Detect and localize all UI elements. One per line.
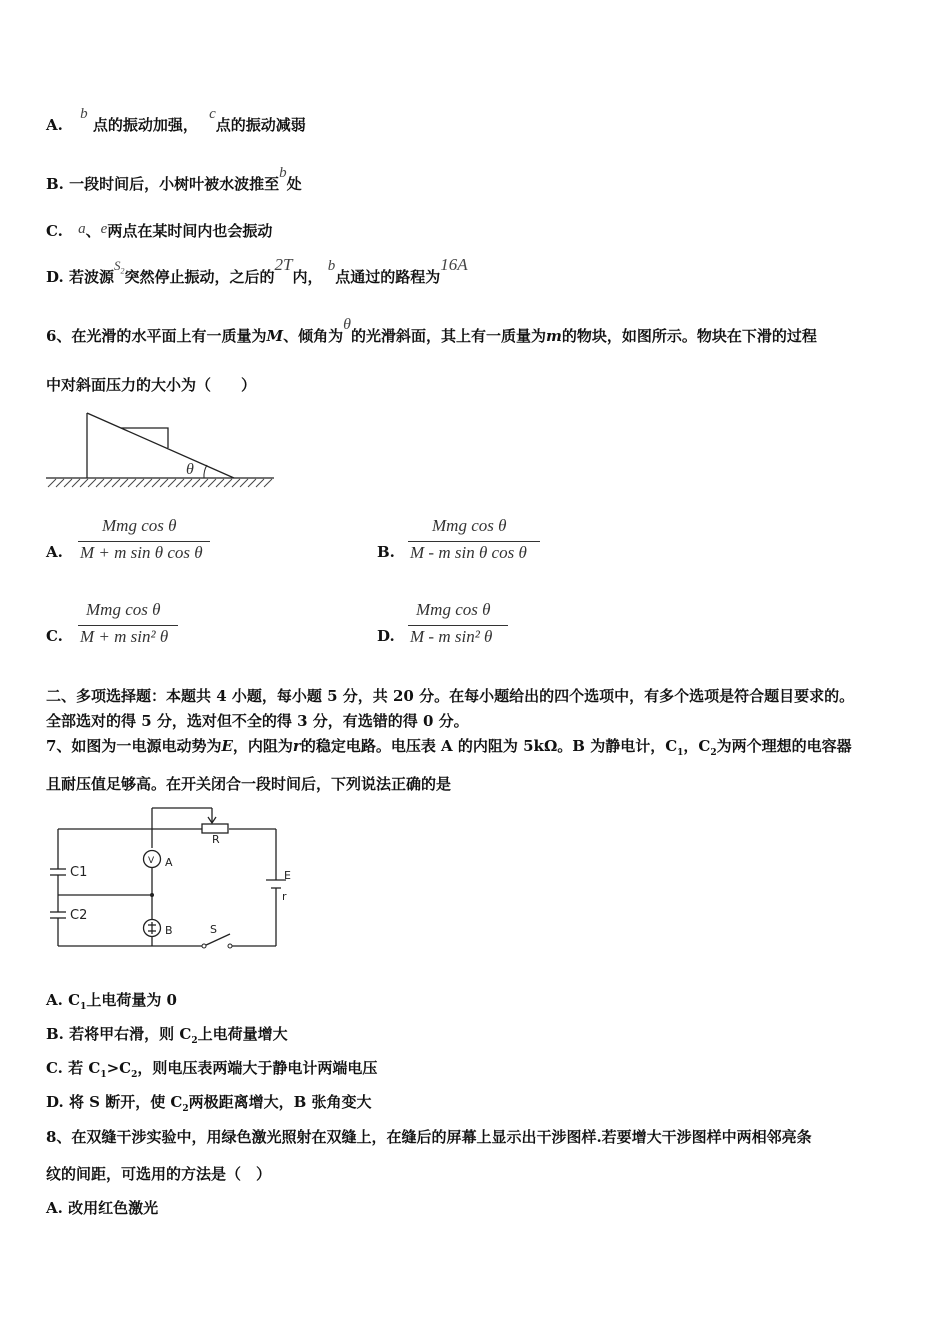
q5-option-d: D. 若波源$S_2$突然停止振动，之后的2T内， b点通过的路程为16A [46, 255, 468, 286]
switch-s [204, 934, 230, 946]
circuit-figure [44, 802, 304, 954]
incline-slope [87, 413, 234, 478]
q8-stem-line2: 纹的间距，可选用的方法是（ ） [46, 1165, 272, 1183]
q6-stem-line1: 6、在光滑的水平面上有一质量为M、倾角为θ的光滑斜面，其上有一质量为m的物块，如图所示。物块在下滑的过程 [46, 316, 817, 345]
svg-text:C1: C1 [70, 865, 88, 880]
svg-text:A: A [165, 856, 173, 869]
svg-text:C2: C2 [70, 908, 88, 923]
svg-text:V: V [148, 856, 155, 866]
q8-stem-line1: 8、在双缝干涉实验中，用绿色激光照射在双缝上，在缝后的屏幕上显示出干涉图样.若要增大干涉图样中两相邻亮条 [46, 1128, 812, 1146]
q8-option-a: A. 改用红色激光 [46, 1199, 159, 1217]
q6-stem-line2: 中对斜面压力的大小为（ ） [46, 376, 257, 394]
section2-line2: 全部选对的得 5 分，选对但不全的得 3 分，有选错的得 0 分。 [46, 712, 469, 730]
q7-option-a: A. $C_1$上电荷量为 0 [46, 991, 177, 1012]
q6-option-b-label: B. [377, 543, 395, 561]
section2-line1: 二、多项选择题：本题共 4 小题，每小题 5 分，共 20 分。在每小题给出的四个选项中，有多个选项是符合题目要求的。 [46, 687, 855, 705]
q7-option-b: B. 若将甲右滑，则 $C_2$上电荷量增大 [46, 1025, 288, 1046]
q6-option-a-label: A. [46, 543, 63, 561]
ground-hatch [48, 479, 272, 487]
resistor-r [202, 824, 228, 833]
q5-option-a: A. b 点的振动加强， c点的振动减弱 [46, 106, 306, 134]
q6-option-d-label: D. [377, 627, 395, 645]
angle-arc [204, 465, 207, 478]
svg-text:S: S [210, 923, 217, 936]
svg-text:B: B [165, 924, 173, 937]
svg-text:E: E [284, 869, 291, 882]
incline-figure [44, 408, 276, 492]
q7-stem-line1: 7、如图为一电源电动势为E，内阻为r的稳定电路。电压表 A 的内阻为 5kΩ。B 为静电计，$C_1$，$C_2$为两个理想的电容器 [46, 737, 852, 758]
q5-option-c: C. a、e两点在某时间内也会振动 [46, 221, 273, 240]
q5-option-b: B. 一段时间后，小树叶被水波推至b处 [46, 165, 302, 193]
q7-option-d: D. 将 S 断开，使 $C_2$两极距离增大，B 张角变大 [46, 1093, 372, 1114]
svg-text:r: r [282, 890, 287, 903]
q7-option-c: C. 若 $C_1>C_2$，则电压表两端大于静电计两端电压 [46, 1059, 378, 1080]
q7-stem-line2: 且耐压值足够高。在开关闭合一段时间后，下列说法正确的是 [46, 775, 452, 793]
q6-option-c-label: C. [46, 627, 63, 645]
svg-text:R: R [212, 833, 220, 846]
angle-label: θ [186, 461, 194, 478]
